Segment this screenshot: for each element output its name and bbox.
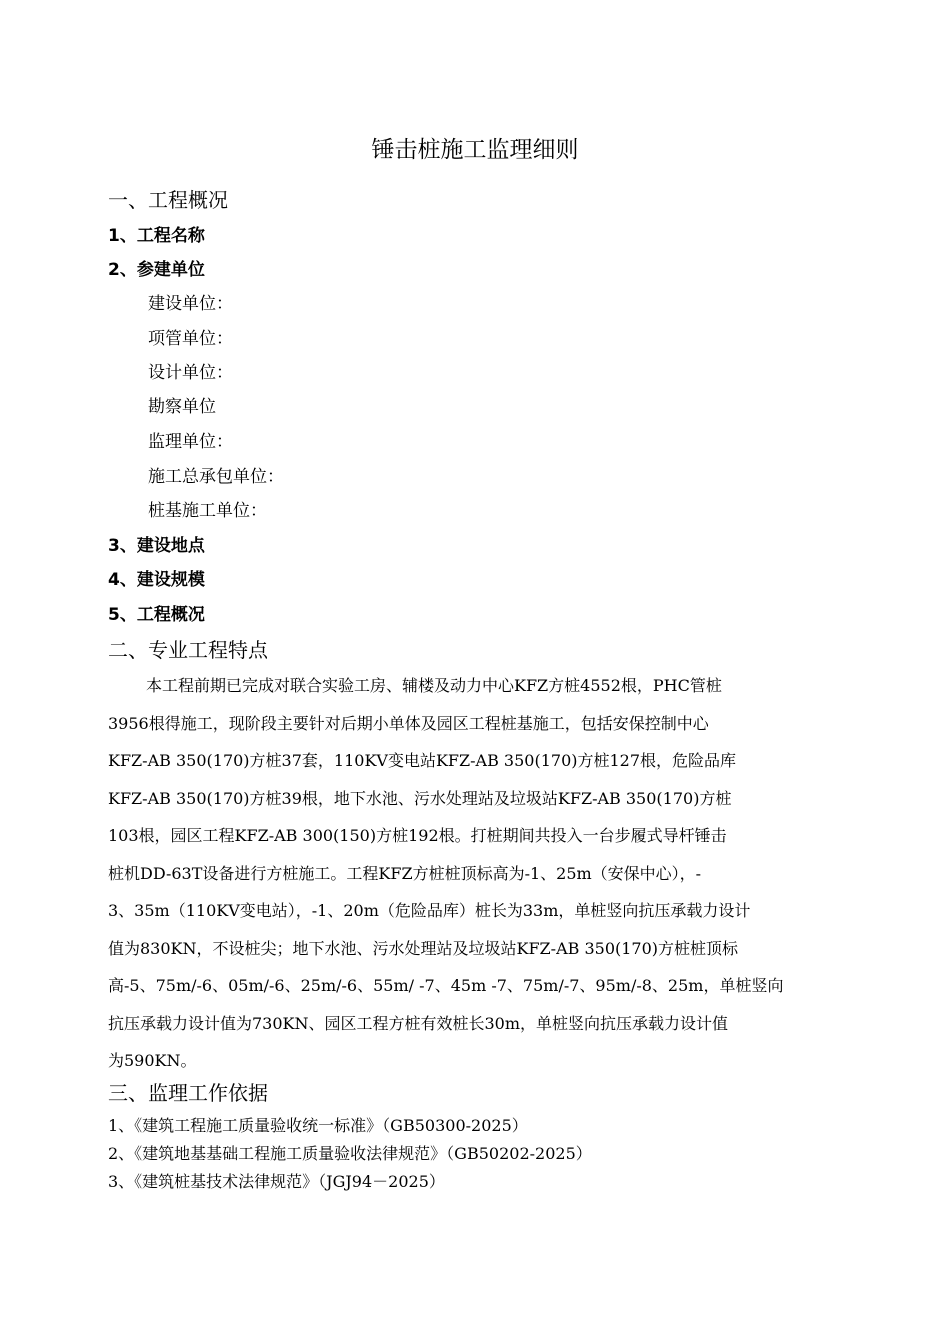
paragraph-line: 3、35m（110KV变电站），-1、20m（危险品库）桩长为33m，单桩竖向抗压承载力设计 [108, 901, 751, 920]
reference-item: 3、《建筑桩基技术法律规范》（JGJ94－2025） [108, 1172, 445, 1191]
paragraph-line: 为590KN。 [108, 1051, 197, 1070]
item-project-overview: 5、工程概况 [108, 605, 205, 625]
item-construction-site: 3、建设地点 [108, 536, 205, 556]
reference-item: 2、《建筑地基基础工程施工质量验收法律规范》（GB50202-2025） [108, 1144, 592, 1163]
paragraph-line: 103根，园区工程KFZ-AB 300(150)方桩192根。打桩期间共投入一台步履式导杆锤击 [108, 826, 727, 845]
paragraph-line: 本工程前期已完成对联合实验工房、辅楼及动力中心KFZ方桩4552根，PHC管桩 [146, 676, 722, 695]
paragraph-line: 抗压承载力设计值为730KN、园区工程方桩有效桩长30m，单桩竖向抗压承载力设计值 [108, 1013, 729, 1033]
unit-line: 项管单位： [148, 329, 233, 349]
paragraph-line: 3956根得施工，现阶段主要针对后期小单体及园区工程桩基施工，包括安保控制中心 [108, 713, 709, 733]
item-project-name: 1、工程名称 [108, 226, 205, 246]
unit-line: 桩基施工单位： [148, 501, 267, 521]
paragraph-line: 桩机DD-63T设备进行方桩施工。工程KFZ方桩桩顶标高为-1、25m（安保中心），- [108, 863, 702, 883]
unit-line: 勘察单位 [148, 397, 216, 417]
reference-item: 1、《建筑工程施工质量验收统一标准》（GB50300-2025） [108, 1116, 528, 1135]
unit-line: 施工总承包单位： [148, 467, 284, 487]
item-construction-scale: 4、建设规模 [108, 570, 205, 590]
unit-line: 建设单位： [148, 294, 233, 314]
paragraph-line: 值为830KN，不设桩尖；地下水池、污水处理站及垃圾站KFZ-AB 350(170)方桩桩顶标 [108, 938, 739, 958]
unit-line: 监理单位： [148, 432, 233, 452]
features-paragraph [108, 672, 843, 1085]
paragraph-line: 高-5、75m/-6、05m/-6、25m/-6、55m/ -7、45m -7、75m/-7、95m/-8、25m，单桩竖向 [108, 976, 784, 995]
unit-line: 设计单位： [148, 363, 233, 383]
paragraph-line: KFZ-AB 350(170)方桩37套，110KV变电站KFZ-AB 350(170)方桩127根，危险品库 [108, 751, 737, 770]
paragraph-line: KFZ-AB 350(170)方桩39根，地下水池、污水处理站及垃圾站KFZ-AB 350(170)方桩 [108, 788, 732, 808]
section-heading-overview: 一、工程概况 [108, 188, 228, 212]
document-title: 锤击桩施工监理细则 [371, 137, 579, 163]
section-heading-features: 二、专业工程特点 [108, 638, 268, 662]
item-participating-units: 2、参建单位 [108, 260, 205, 280]
section-heading-basis: 三、监理工作依据 [108, 1081, 268, 1105]
